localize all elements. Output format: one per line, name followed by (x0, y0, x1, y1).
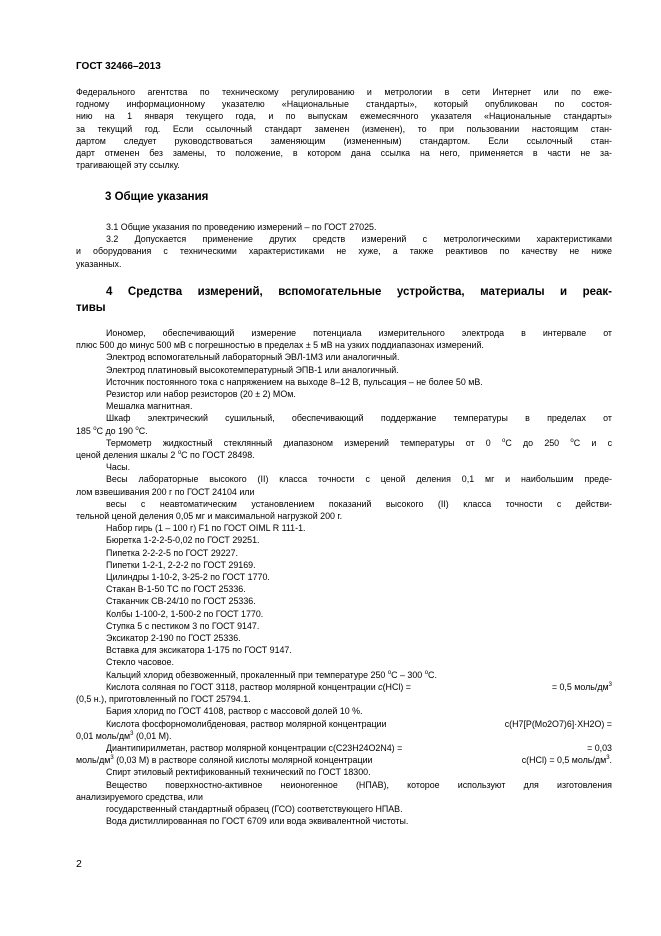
list-item: Набор гирь (1 – 100 г) F1 по ГОСТ OIML R 111-1. (106, 523, 306, 534)
text-line: за текущий год. Если ссылочный стандарт заменен (изменен), то при пользовании настоящим стан- (76, 123, 612, 134)
list-item: Резистор или набор резисторов (20 ± 2) МОм. (106, 389, 296, 400)
document-code: ГОСТ 32466–2013 (76, 61, 161, 72)
list-item: Бария хлорид по ГОСТ 4108, раствор с массовой долей 10 %. (106, 706, 363, 717)
list-item: Шкаф электрический сушильный, обеспечивающий поддержание температуры в пределах от (106, 413, 612, 424)
list-item: Иономер, обеспечивающий измерение потенциала измерительного электрода в интервале от (106, 328, 612, 338)
text-line: 185 $^o$С до 190 $^o$С. (76, 425, 148, 436)
list-item: Эксикатор 2-190 по ГОСТ 25336. (106, 633, 241, 644)
list-item: Цилиндры 1-10-2, 3-25-2 по ГОСТ 1770. (106, 572, 270, 583)
text-line: трагивающей эту ссылку. (76, 160, 180, 171)
list-item: Диантипирилметан, раствор молярной концентрации c(C23H24O2N4) = = 0,03 (106, 742, 612, 753)
text-line: дартом следует руководствоваться заменяющим (измененным) стандартом. Если ссылочный стан- (76, 135, 612, 146)
list-item: Электрод вспомогательный лабораторный ЭВЛ-1М3 или аналогичный. (106, 352, 400, 363)
list-item: Кальций хлорид обезвоженный, прокаленный при температуре 250 $^o$С – 300 $^o$С. (106, 669, 437, 680)
list-item: Термометр жидкостный стеклянный диапазоном измерений температуры от 0 $^o$С до 250 $^o$С и с (106, 437, 613, 448)
section-4-body (76, 327, 612, 827)
list-item: Стаканчик СВ-24/10 по ГОСТ 25336. (106, 596, 256, 607)
section-4-heading (76, 284, 612, 316)
list-item: Бюретка 1-2-2-5-0,02 по ГОСТ 29251. (106, 535, 260, 546)
text-line: указанных. (76, 258, 122, 269)
list-item: Кислота соляная по ГОСТ 3118, раствор молярной концентрации c(HCl) = = 0,5 моль/$дм^3$ (106, 681, 612, 692)
heading-line: тивы (76, 302, 106, 314)
text-line: плюс 500 до минус 500 мВ с погрешностью в пределах ± 5 мВ на узких поддиапазонах измерений. (76, 340, 484, 351)
section-3-heading: 3 Общие указания (105, 191, 209, 203)
list-item: Весы лабораторные высокого (II) класса точности с ценой деления 0,1 мг и наибольшим преде- (106, 474, 612, 485)
list-item: Спирт этиловый ректификованный технический по ГОСТ 18300. (106, 767, 371, 778)
list-item: Вещество поверхностно-активное неионогенное (НПАВ), которое используют для изготовления (106, 779, 612, 790)
text-line: дарт отменен без замены, то положение, в котором дана ссылка на него, применяется в части не за- (76, 148, 612, 159)
list-item: Вставка для эксикатора 1-175 по ГОСТ 9147. (106, 645, 292, 656)
list-item: Пипетки 1-2-1, 2-2-2 по ГОСТ 29169. (106, 559, 256, 570)
text-line: и оборудования с техническими характеристиками не хуже, а также реактивов по качеству не ниже (76, 246, 612, 257)
intro-paragraph (76, 86, 612, 171)
list-item: Стекло часовое. (106, 657, 174, 668)
text-line: 0,01 моль/$дм^3$ (0,01 М). (76, 730, 172, 741)
heading-line: 4 Средства измерений, вспомогательные устройства, материалы и реак- (106, 286, 612, 298)
list-item: Источник постоянного тока с напряжением на выходе 8–12 В, пульсация – не более 50 мВ. (106, 376, 483, 387)
page-number: 2 (76, 858, 82, 870)
text-line: моль/$дм^3$ (0,03 М) в растворе соляной кислоты молярной концентрации c(HCl) = 0,5 моль/$дм^3$. (76, 755, 612, 766)
paragraph-3-1: 3.1 Общие указания по проведению измерений – по ГОСТ 27025. (106, 222, 377, 232)
list-item: Электрод платиновый высокотемпературный ЭПВ-1 или аналогичный. (106, 364, 399, 375)
text-line: ценой деления шкалы 2 $^o$С по ГОСТ 28498. (76, 450, 255, 461)
list-item: Кислота фосфорномолибденовая, раствор молярной концентрации c(H7[P(Mo2O7)6]·XH2O) = (106, 718, 612, 729)
list-item: Часы. (106, 462, 131, 473)
text-line: Федерального агентства по техническому регулированию и метрологии в сети Интернет или по еже- (76, 87, 612, 97)
list-item: Мешалка магнитная. (106, 401, 193, 412)
list-item: Пипетка 2-2-2-5 по ГОСТ 29227. (106, 547, 238, 558)
text-line: анализируемого средства, или (76, 791, 203, 802)
text-line: годному информационному указателю «Национальные стандарты», который опубликован по состоя- (76, 99, 612, 110)
list-item: Ступка 5 с пестиком 3 по ГОСТ 9147. (106, 620, 260, 631)
paragraph-3-2: 3.2 Допускается применение других средств измерений с метрологическими характеристиками (106, 234, 612, 245)
list-item: Колбы 1-100-2, 1-500-2 по ГОСТ 1770. (106, 608, 264, 619)
list-item: Вода дистиллированная по ГОСТ 6709 или вода эквивалентной чистоты. (106, 816, 409, 827)
list-item: весы с неавтоматическим установлением показаний высокого (II) класса точности с действи- (106, 498, 612, 509)
text-line: (0,5 н.), приготовленный по ГОСТ 25794.1. (76, 694, 251, 705)
list-item: Стакан В-1-50 ТС по ГОСТ 25336. (106, 584, 246, 595)
list-item: государственный стандартный образец (ГСО) соответствующего НПАВ. (106, 803, 403, 814)
text-line: нию на 1 января текущего года, и по выпускам ежемесячного указателя «Национальные стандарты» (76, 111, 612, 122)
text-line: лом взвешивания 200 г по ГОСТ 24104 или (76, 486, 255, 497)
text-line: тельной ценой деления 0,05 мг и максимальной нагрузкой 200 г. (76, 511, 343, 522)
section-3-body (76, 221, 612, 270)
